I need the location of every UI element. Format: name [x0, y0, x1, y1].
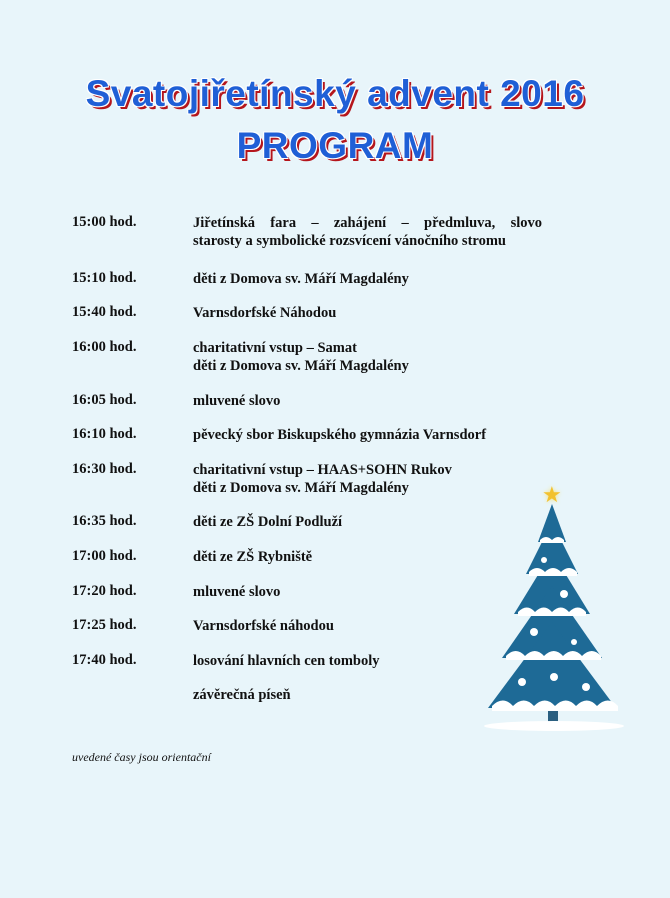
- schedule-time: 15:10 hod.: [72, 270, 137, 286]
- schedule-desc-line: děti z Domova sv. Máří Magdalény: [193, 271, 409, 287]
- schedule-desc-line: losování hlavních cen tomboly: [193, 653, 380, 669]
- schedule-desc-line: pěvecký sbor Biskupského gymnázia Varnsdorf: [193, 427, 487, 443]
- schedule-desc-line: Jiřetínská fara – zahájení – předmluva, slovo: [193, 215, 542, 231]
- schedule-desc-line: Varnsdorfské náhodou: [193, 618, 334, 634]
- schedule-desc: [193, 392, 542, 410]
- schedule-time: 17:40 hod.: [72, 652, 137, 668]
- footnote: uvedené časy jsou orientační: [72, 750, 211, 764]
- title-program: PROGRAM: [236, 125, 434, 166]
- schedule-desc-line: děti z Domova sv. Máří Magdalény: [193, 480, 409, 496]
- schedule-desc-line: starosty a symbolické rozsvícení vánočního stromu: [193, 233, 506, 249]
- schedule-time: 15:00 hod.: [72, 214, 137, 230]
- schedule-desc: [193, 214, 542, 250]
- schedule-desc: [193, 339, 542, 375]
- schedule-time: 15:40 hod.: [72, 304, 137, 320]
- schedule-desc: [193, 426, 542, 444]
- christmas-tree-icon: [474, 482, 634, 732]
- star-icon: ★: [542, 482, 562, 507]
- schedule-desc-line: charitativní vstup – HAAS+SOHN Rukov: [193, 462, 452, 478]
- title-main: Svatojiřetínský advent 2016: [85, 73, 585, 114]
- schedule-desc-line: charitativní vstup – Samat: [193, 340, 357, 356]
- schedule-time: 17:25 hod.: [72, 617, 137, 633]
- schedule-time: 16:30 hod.: [72, 461, 137, 477]
- schedule-time: 17:00 hod.: [72, 548, 137, 564]
- schedule-time: 16:10 hod.: [72, 426, 137, 442]
- schedule-time: 16:00 hod.: [72, 339, 137, 355]
- schedule-time: 17:20 hod.: [72, 583, 137, 599]
- schedule-desc-line: mluvené slovo: [193, 584, 281, 600]
- schedule-desc: [193, 304, 542, 322]
- schedule-desc-line: mluvené slovo: [193, 393, 281, 409]
- schedule-desc-line: děti z Domova sv. Máří Magdalény: [193, 358, 409, 374]
- schedule-desc-line: děti ze ZŠ Dolní Podluží: [193, 514, 343, 530]
- schedule-desc-line: děti ze ZŠ Rybniště: [193, 549, 313, 565]
- schedule-desc-line: závěrečná píseň: [193, 687, 291, 703]
- schedule-desc-line: Varnsdorfské Náhodou: [193, 305, 337, 321]
- schedule-time: 16:35 hod.: [72, 513, 137, 529]
- schedule-desc: [193, 270, 542, 288]
- schedule-time: 16:05 hod.: [72, 392, 137, 408]
